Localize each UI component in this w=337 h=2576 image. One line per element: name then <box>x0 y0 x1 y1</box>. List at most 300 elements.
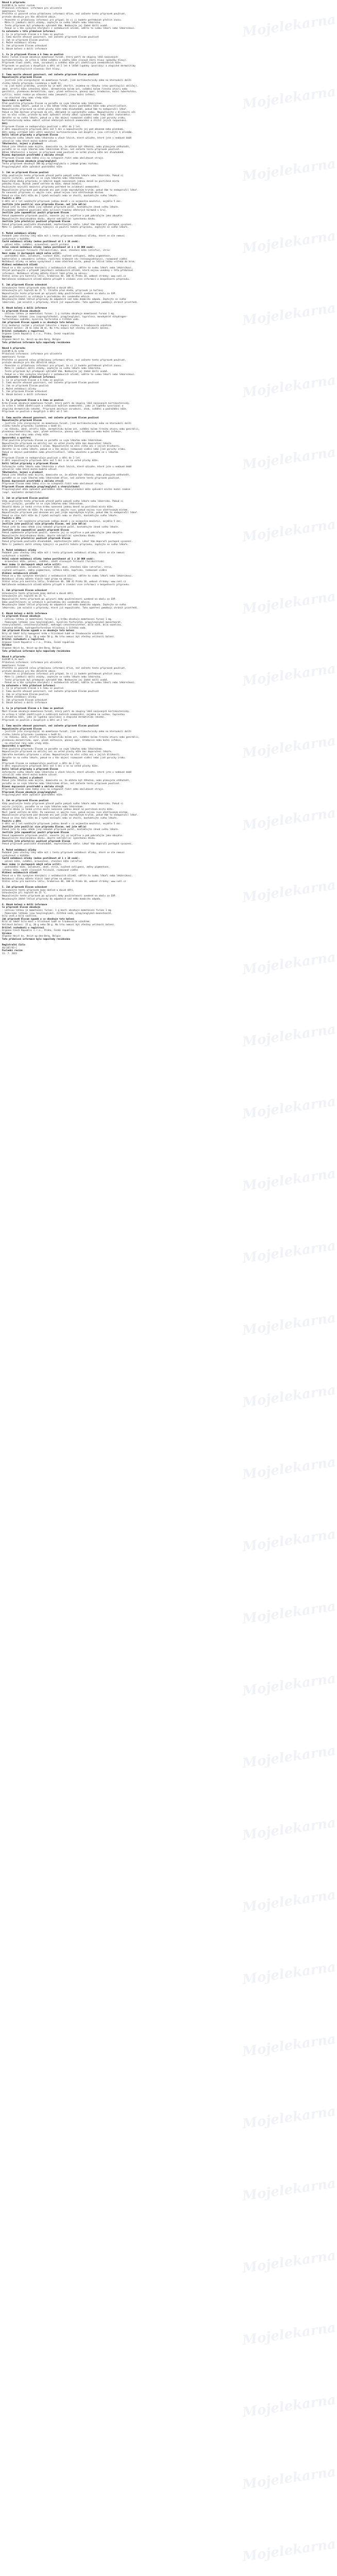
watermark-logo: Mojelekarna <box>241 300 337 329</box>
text-line: Obvyklá dávka je tenká vrstva krému nanesená jednou denně na postižená místa kůže. <box>2 505 114 509</box>
section-heading: Děti <box>2 759 8 762</box>
text-line: Doporučená dávka přípravku je několik kapek nanesených jednou denně na postižená místa <box>2 180 120 183</box>
watermark-logo: Mojelekarna <box>241 733 337 762</box>
text-line: - Tento přípravek byl předepsán výhradně Vám. Nedávejte jej žádné další osobě. <box>2 24 109 27</box>
section-heading: Jestliže jste zapomněl(a) použít přípravek Elocom <box>2 212 69 215</box>
section-heading: Jestliže jste zapomněl(a) použít přípravek Elocom <box>2 832 69 834</box>
watermark-logo: Mojelekarna <box>241 1527 337 1555</box>
text-line: Krém Elocom obsahuje mometason-furoát, který patří do skupiny léků nazývaných kortikosteroidy. <box>2 402 130 405</box>
text-line: Přečtěte si pozorně celou příbalovou informaci dříve, než začnete tento přípravek používat, <box>2 359 126 362</box>
text-line: akné, atrofii kůže (ztenčení kůže), dermatitidu kolem úst, svědění kolem řitního otvoru nebo <box>2 88 128 91</box>
text-line: Organon Czech Republic s.r.o., Praha, Česká republika <box>2 333 75 336</box>
text-line: genitálií, plenkovou dermatitidu, opar, plané neštovice, pásový opar, bradavice, kožní tuberkulózu, <box>2 91 137 94</box>
text-line: Vždy používejte tento přípravek přesně podle pokynů svého lékaře nebo lékárníka. Pokud si <box>2 500 124 503</box>
text-line: protože obsahuje pro Vás důležité údaje. <box>2 670 57 673</box>
section-heading: 3. Jak se přípravek Elocom používá <box>2 497 48 500</box>
text-line: Informujte svého lékaře nebo lékárníka o všech lécích, které užíváte, které jste v nedávné době <box>2 137 132 140</box>
watermark-logo: Mojelekarna <box>241 2464 337 2493</box>
section-heading: Řízení dopravních prostředků a obsluha strojů <box>2 785 63 788</box>
text-line: protože obsahuje pro Vás důležité údaje. <box>2 362 57 365</box>
text-line: Nepoužívejte přípravek pod obvazem ani pod jiným neprodyšným krytím, pokud Vám to nedoporučil lékař. <box>2 189 139 192</box>
text-line: Nepoužívejte tento přípravek po uplynutí doby použitelnosti uvedené na obalu za EXP. <box>2 598 117 601</box>
text-line: poraďte se se svým lékařem nebo lékárníkem dříve, než začnete tento přípravek používat. <box>2 148 121 151</box>
text-line: Nevyhazujte žádné léčivé přípravky do odpadních vod nebo domácího odpadu. Zeptejte se svého <box>2 604 126 607</box>
text-line: Velikost balení: 20 ml nebo 30 ml. Na trhu nemusí být všechny velikosti balení. <box>2 327 110 330</box>
text-line: - Pomocnými látkami jsou isopropylalkohol, propylenglykol, hyprolosa, monohydrát dihydrogen- <box>2 315 128 318</box>
watermark-logo: Mojelekarna <box>241 2248 337 2277</box>
text-line: Kortikosteroidy mohou změnit vzhled některých kožních onemocnění a ztížit jejich rozpoznání. <box>2 120 128 123</box>
text-line: - Ponechte si příbalovou informaci pro případ, že si ji budete potřebovat přečíst znovu. <box>2 19 122 22</box>
text-line: Pokud se u Vás vyskytne kterýkoli z nežádoucích účinků, sdělte to svému lékaři nebo lékárníkovi. <box>2 575 133 578</box>
watermark-logo: Mojelekarna <box>241 1238 337 1267</box>
text-line: 2. Čemu musíte věnovat pozornost, než začnete přípravek Elocom používat <box>2 36 99 39</box>
text-line: plenkovou dermatitidu, opar, plané neštovice, pásový opar, bradavice nebo kožní infekce, <box>2 739 122 742</box>
watermark-logo: Mojelekarna <box>241 228 337 257</box>
section-heading: Jak přípravek Elocom vypadá a co obsahuje toto balení <box>2 321 75 324</box>
text-line: Přípravek Elocom se nedoporučuje používat u dětí do 2 let. <box>2 125 81 128</box>
text-line: - Tento přípravek byl předepsán výhradně Vám. Nedávejte jej žádné další osobě. <box>2 370 109 373</box>
text-line: vyskytnout u každého. <box>2 555 31 557</box>
section-heading: Těhotenství, kojení a plodnost <box>2 776 43 779</box>
text-line: Nepoužívejte přípravek na velké plochy kůže nebo dlouhodobě, pokud Vám to nedoporučil lékař. <box>2 108 128 111</box>
text-line: 2. Čemu musíte věnovat pozornost, než začnete přípravek Elocom používat <box>2 690 99 693</box>
text-line: pokožky hlavy. Roztok jemně vetřete do kůže, dokud nezmizí. <box>2 183 82 186</box>
watermark-logo: Mojelekarna <box>241 2392 337 2421</box>
text-line: Pokud se Vám dostane přípravek do očí, důkladně je vypláchněte vodou. Nepoužívejte v blízkosti očí <box>2 111 136 114</box>
watermark-logo: Mojelekarna <box>241 877 337 906</box>
text-line: Organon Heist bv, Heist-op-den-Berg, Belgie <box>2 338 61 342</box>
text-line: Bílý až téměř bílý homogenní krém v hliníkové tubě se šroubovacím uzávěrem. <box>2 633 105 636</box>
text-line: Nežádoucí účinky můžete hlásit také přímo na adresu: <box>2 877 73 880</box>
section-heading: Držitel rozhodnutí o registraci <box>2 330 44 333</box>
text-line: Nežádoucí účinky můžete hlásit také přímo na adresu: <box>2 578 73 581</box>
text-line: Pokud přípravek používáte dlouhodobě, nepřestávejte náhle. Lékař Vám doporučí postupné vysazení. <box>2 223 133 226</box>
section-heading: Jestliže jste přestal(a) používat přípravek Elocom <box>2 221 71 224</box>
text-line: Pokud jste těhotná nebo kojíte, domníváte se, že můžete být těhotná, nebo plánujete otěhotnět, <box>2 145 130 148</box>
text-line: Nahlášením nežádoucích účinků můžete přispět k získání více informací o bezpečnosti přípravku. <box>2 583 130 586</box>
text-line: Stejně postupujte v případě jakýchkoli nežádoucích účinků, které nejsou uvedeny v této příbalové <box>2 269 133 273</box>
section-heading: Držitel rozhodnutí o registraci <box>2 638 44 641</box>
text-line: Pokud jste těhotná nebo kojíte, domníváte se, že můžete být těhotná, nebo plánujete otěhotnět, <box>2 474 130 477</box>
section-heading: Přípravek Elocom obsahuje propylenglykol a stearylalkohol <box>2 485 80 488</box>
section-heading: Upozornění a opatření <box>2 99 31 103</box>
text-line: Dlouhodobé nadměrné používání může ovlivnit hladiny některých hormonů v krvi. <box>2 209 107 212</box>
text-line: - na růžovku, akné, atrofii kůže, dermatitidu kolem úst, svědění kolem řitního otvoru nebo genitálií, <box>2 428 140 431</box>
text-line: Přípravek Elocom nemá žádný vliv na schopnost řídit nebo obsluhovat stroje. <box>2 788 105 791</box>
text-line: - na otevřené rány nebo vředy kůže. <box>2 434 50 437</box>
text-line: vyskytnout u každého. <box>2 238 31 241</box>
text-line: Vždy používejte tento přípravek přesně podle pokynů svého lékaře nebo lékárníka. Pokud si <box>2 803 124 806</box>
text-line: Po nanesení přípravku si umyjte ruce, pokud nejsou ruce ošetřovaným místem. <box>2 192 105 195</box>
text-line: bílý vosk a bílá vazelína. <box>2 915 38 918</box>
section-heading: Co naleznete v této příbalové informaci <box>2 684 56 687</box>
section-heading: 3. Jak se přípravek Elocom používá <box>2 800 48 803</box>
section-heading: Návod k přípravku <box>2 655 25 658</box>
text-line: - Pomocnými látkami jsou hexylenglykol, kyselina fosforečná, propylenglykol-monostearát, <box>2 621 122 624</box>
text-line: Organon Heist bv, Heist-op-den-Berg, Belgie <box>2 935 61 938</box>
text-line: fosforečnanu sodného, kyselina fosforečná a čištěná voda. <box>2 318 80 321</box>
text-line: Propylenglykol může způsobit podráždění kůže. <box>2 794 63 797</box>
text-line: ani na oční víčka, protože by mohl způsobit zelený zákal (glaukom) nebo šedý zákal (kataraktu). <box>2 114 132 117</box>
text-line: Propylenglykol může způsobit podráždění kůže. <box>2 165 63 168</box>
text-line: Kožní roztok Elocom obsahuje mometason-furoát, který patří do skupiny léků nazývaných <box>2 56 118 59</box>
section-heading: Těhotenství, kojení a plodnost <box>2 143 43 146</box>
text-line: U dětí nepoužívejte přípravek déle než 5 dní a ne na velké plochy kůže. <box>2 765 99 768</box>
text-line: - na otevřené rány nebo vředy kůže. <box>2 96 50 99</box>
section-heading: Návod k přípravku <box>2 347 25 350</box>
text-line: - podráždění kůže, zarudnutí, suchost kůže, zvýšené ochlupení, změny pigmentace, <box>2 255 111 258</box>
section-heading: Tato příbalová informace byla naposledy revidována <box>2 342 71 345</box>
text-line: mometasoni furoas <box>2 356 25 359</box>
section-heading: Není známo (z dostupných údajů nelze určit): <box>2 252 62 255</box>
text-line: Obraťte se na svého lékaře, pokud se u Vás objeví rozmazané vidění nebo jiné poruchy zraku. <box>2 448 126 451</box>
text-line: Tento přípravek obsahuje 300 mg propylenglykolu v jednom gramu roztoku. <box>2 163 99 166</box>
section-heading: Použití u dětí <box>2 820 22 823</box>
text-line: užíval(a) nebo které možná budete užívat. <box>2 774 58 777</box>
text-line: protože obsahuje pro Vás důležité údaje. <box>2 15 57 19</box>
text-line: Pokud se stav Vaší kůže do 2 týdnů nezlepší nebo se zhorší, kontaktujte svého lékaře. <box>2 817 118 820</box>
text-line: 2. Čemu musíte věnovat pozornost, než začnete přípravek Elocom používat <box>2 382 99 385</box>
text-line: - podráždění kůže, zarudnutí, akné, strie, zvýšené ochlupení, změny pigmentace, <box>2 866 110 869</box>
text-line: 4. Možné nežádoucí účinky <box>2 42 37 45</box>
text-line: Informujte svého lékaře nebo lékárníka o všech lécích, které užíváte, které jste v nedávné době <box>2 465 132 468</box>
watermark-logo: Mojelekarna <box>241 2031 337 2060</box>
watermark-logo: Mojelekarna <box>241 1166 337 1195</box>
section-heading: Hlášení nežádoucích účinků <box>2 572 38 575</box>
section-heading: Časté nežádoucí účinky (mohou postihnout až 1 z 10 osob): <box>2 241 80 244</box>
text-line: 1. Co je přípravek Elocom a k čemu se používá <box>2 379 63 382</box>
text-line: - Máte-li jakékoli další otázky, zeptejte se svého lékaře nebo lékárníka. <box>2 22 102 25</box>
text-line: informaci. Nežádoucí účinky můžete hlásit také přímo na adresu: <box>2 272 88 275</box>
section-heading: Přípravek Elocom obsahuje propylenglykol <box>2 160 57 163</box>
section-heading: Jestliže jste použil(a) více přípravku Elocom, než jste měl(a) <box>2 825 87 828</box>
text-line: Velikost balení: 15 g, 30 g nebo 50 g. Na trhu nemusí být všechny velikosti balení. <box>2 635 115 638</box>
section-heading: Použití u dětí <box>2 197 22 200</box>
text-line: - podráždění kůže, zarudnutí, suchost kůže, akné, ztenčení kůže (atrofie), strie, <box>2 566 113 569</box>
text-line: 4. Možné nežádoucí účinky <box>2 387 37 391</box>
text-line: - Ponechte si příbalovou informaci pro případ, že si ji budete potřebovat přečíst znovu. <box>2 673 122 676</box>
section-heading: Co přípravek Elocom obsahuje <box>2 615 41 618</box>
text-line: Mast Elocom obsahuje mometason-furoát, který patří do skupiny léků nazývaných kortikosteroidy. <box>2 710 130 714</box>
text-line: Pokud se objeví podráždění nebo přecitlivělost, léčbu ukončete a poraďte se s lékařem. <box>2 451 120 454</box>
text-line: Přípravek Elocom se nedoporučuje používat u dětí do 2 let. <box>2 762 81 765</box>
text-line: - pálení kůže, svědění, mravenčení, ztenčení kůže (atrofie) <box>2 860 82 863</box>
text-line: Státní ústav pro kontrolu léčiv, Šrobárova 48, 100 41 Praha 10, webové stránky: www.sukl.cz <box>2 275 126 278</box>
text-line: - na otevřené rány nebo vředy kůže. <box>2 742 50 745</box>
watermark-logo: Mojelekarna <box>241 950 337 978</box>
text-line: složku tohoto přípravku (uvedenou v bodě 6), <box>2 82 62 85</box>
text-line: - Léčivou látkou je mometasoni furoas. 1 g masti obsahuje mometasoni furoas 1 mg. <box>2 909 113 912</box>
text-line: nejste jistý(á), poraďte se se svým lékařem nebo lékárníkem. <box>2 177 84 180</box>
text-line: Nevyhazujte žádné léčivé přípravky do odpadních vod nebo domácího odpadu. Zeptejte se svého <box>2 298 126 301</box>
text-line: Pokud zapomenete přípravek použít, naneste jej co nejdříve a pak pokračujte jako obvykle. <box>2 834 124 837</box>
text-line: Používejte nejnižší množství přípravku potřebné ke zvládnutí onemocnění. <box>2 186 100 189</box>
section-heading: 1. Co je přípravek Elocom a k čemu se používá <box>2 399 63 402</box>
section-heading: 6. Obsah balení a další informace <box>2 307 47 310</box>
text-line: Pokud jste Vy nebo někdo jiný náhodně přípravek polkl, kontaktujte ihned svého lékaře. <box>2 526 120 529</box>
section-heading: 5. Jak přípravek Elocom uchovávat <box>2 284 47 287</box>
section-heading: Co přípravek Elocom obsahuje <box>2 310 41 313</box>
section-heading: Děti <box>2 454 8 457</box>
text-line: Pokud přípravek používáte dlouhodobě, nepřestávejte náhle. Lékař Vám doporučí postupné vysazení. <box>2 843 133 846</box>
text-line: Zabraňte kontaktu přípravku s očima. Nepoužívejte na oční víčka ani v jejich blízkosti. <box>2 753 121 756</box>
text-line: Zabraňte kontaktu přípravku s očima. Nepoužívejte na oční víčka ani v jejich blízkosti. <box>2 445 121 448</box>
text-line: Nepoužívejte dvojnásobnou dávku, abyste nahradil(a) vynechanou dávku. <box>2 217 96 221</box>
text-line: Pokud jste Vy nebo někdo jiný náhodně přípravek polkl, kontaktujte ihned svého lékaře. <box>2 828 120 832</box>
text-line: - Léčivou látkou je mometasoni furoas. 1 g krému obsahuje mometasoni furoas 1 mg. <box>2 618 113 621</box>
text-line: - Pokud se u Vás vyskytne kterýkoli z nežádoucích účinků, sdělte to svému lékaři nebo lékárníkovi. <box>2 27 136 30</box>
text-line: Nežádoucí účinky se mohou vyskytnout i mimo ošetřené místo, pokud se léčivá látka vstřebá do krve. <box>2 261 136 264</box>
text-line: Uchovávejte tento přípravek mimo dohled a dosah dětí. <box>2 889 75 892</box>
text-line: Je určen k léčbě zánětlivých a svědivých kožních onemocnění, jako je lupénka (psoriáza) a <box>2 405 124 408</box>
text-line: Přípravek se používá u dospělých a dětí od 2 let k léčbě lupénky (psoriázy) a atopické dermatitidy <box>2 65 136 68</box>
section-heading: Velmi vzácné nežádoucí účinky (mohou postihnout až 1 z 10 000 osob): <box>2 246 95 249</box>
text-line: Uchovávejte tento přípravek mimo dohled a dosah dětí. <box>2 286 75 290</box>
text-line: Pokud zapomenete přípravek použít, naneste jej co nejdříve a pak pokračujte jako obvykle. <box>2 214 124 217</box>
text-line: užíval(a) nebo které možná budete užívat. <box>2 468 58 471</box>
text-line: 5. Jak přípravek Elocom uchovávat <box>2 699 47 702</box>
section-heading: Nepoužívejte přípravek Elocom <box>2 727 42 731</box>
text-line: složku tohoto přípravku (uvedenou v bodě 6), <box>2 733 62 736</box>
text-line: - Ponechte si příbalovou informaci pro případ, že si ji budete potřebovat přečíst znovu. <box>2 364 122 367</box>
watermark-logo: Mojelekarna <box>241 1671 337 1700</box>
text-line: lékárníka, jak naložit s přípravky, které již nepoužíváte. Tato opatření pomáhají chránit prostředí. <box>2 301 139 304</box>
text-line: (např. kontaktní dermatitidu). <box>2 491 43 494</box>
text-line: užíval(a) nebo které možná budete užívat. <box>2 140 58 143</box>
section-heading: Hlášení nežádoucích účinků <box>2 872 38 875</box>
text-line: Mast jemně vetřete do kůže. Po nanesení si umyjte ruce, pokud nejsou ruce ošetřovaným místem. <box>2 811 129 814</box>
text-line: - Léčivou látkou je mometasoni furoas. 1 g roztoku obsahuje mometasoni furoas 1 mg. <box>2 313 115 316</box>
section-heading: 4. Možné nežádoucí účinky <box>2 232 37 235</box>
section-heading: Co naleznete v této příbalové informaci <box>2 376 56 379</box>
watermark-logo: Mojelekarna <box>241 12 337 41</box>
watermark-logo: Mojelekarna <box>241 372 337 401</box>
section-heading: 4. Možné nežádoucí účinky <box>2 849 37 852</box>
text-line: lékárníka, jak naložit s přípravky, které již nepoužíváte. Tato opatření pomáhají chránit prostředí. <box>2 606 139 609</box>
text-line: Organon Czech Republic s.r.o., Praha, Česká republika <box>2 929 75 933</box>
text-line: Přípravek Elocom se nedoporučuje používat u dětí do 2 let. <box>2 456 81 460</box>
text-line: Příbalová informace: informace pro uživatele <box>2 661 62 664</box>
section-heading: 5. Jak přípravek Elocom uchovávat <box>2 886 47 889</box>
text-line: Uchovávejte při teplotě do 25 °C. <box>2 595 47 598</box>
section-heading: Použití u dětí <box>2 517 22 520</box>
section-heading: Výrobce <box>2 335 12 338</box>
watermark-logo: Mojelekarna <box>241 2536 337 2565</box>
section-heading: Nepoužívejte přípravek Elocom <box>2 76 42 79</box>
watermark-logo: Mojelekarna <box>241 84 337 113</box>
watermark-logo: Mojelekarna <box>241 156 337 185</box>
text-line: - jestliže jste alergický(á) na mometason-furoát, jiné kortikosteroidy nebo na kteroukoli další <box>2 422 132 425</box>
text-line: - Pokud se u Vás vyskytne kterýkoli z nežádoucích účinků, sdělte to svému lékaři nebo lékárníkovi. <box>2 373 136 376</box>
text-line: složku tohoto přípravku (uvedenou v bodě 6), <box>2 425 62 428</box>
text-line: Nevyhazujte žádné léčivé přípravky do odpadních vod nebo domácího odpadu. <box>2 897 102 901</box>
section-heading: Nepoužívejte přípravek Elocom <box>2 419 42 422</box>
section-heading: Další léčivé přípravky a přípravek Elocom <box>2 768 58 771</box>
text-line: titanová běloba, hydrogenfosforečnan hliníkový a čištěná voda. <box>2 626 87 630</box>
text-line: Pokud jste Vy nebo někdo jiný náhodně přípravek polkl, kontaktujte ihned svého lékaře. <box>2 206 120 209</box>
section-heading: Velmi vzácné nežádoucí účinky (mohou postihnout až 1 z 10 000 osob): <box>2 557 95 561</box>
text-line: - jestliže jste alergický(á) na mometason-furoát, jiné kortikosteroidy nebo na kteroukoli další <box>2 79 132 82</box>
text-line: Obraťte se na svého lékaře, pokud se u Vás objeví rozmazané vidění nebo jiné poruchy zraku. <box>2 756 126 759</box>
text-line: Před použitím přípravku Elocom se poraďte se svým lékařem nebo lékárníkem. <box>2 439 103 443</box>
text-line: Pokud se stav Vaší kůže do 2 týdnů nezlepší nebo se zhorší, kontaktujte svého lékaře. <box>2 514 118 517</box>
section-heading: 2. Čemu musíte věnovat pozornost, než začnete přípravek Elocom používat <box>2 73 99 76</box>
text-line: Děti mohou vstřebat kůží větší množství kortikosteroidu než dospělí a jsou citlivější k účinkům. <box>2 131 133 134</box>
text-line: Nepoužívejte dvojnásobnou dávku, abyste nahradil(a) vynechanou dávku. <box>2 837 96 840</box>
section-heading: Řízení dopravních prostředků a obsluha strojů <box>2 480 63 483</box>
text-line: infekce kůže, zánět vlasových folikulů, rozmazané vidění <box>2 869 79 872</box>
section-heading: Upozornění a opatření <box>2 745 31 748</box>
section-heading: 6. Obsah balení a další informace <box>2 612 47 615</box>
text-line: 6. Obsah balení a další informace <box>2 393 47 396</box>
text-line: Nepoužívejte tento přípravek po uplynutí doby použitelnosti uvedené na obalu za EXP. <box>2 895 117 898</box>
text-line: Před použitím přípravku Elocom se poraďte se svým lékařem nebo lékárníkem. <box>2 102 103 105</box>
text-line: Uchovávejte při teplotě do 25 °C. Chraňte před ohněm, přípravek je hořlavý. <box>2 290 105 293</box>
watermark-logo: Mojelekarna <box>241 1743 337 1772</box>
section-heading: Hlášení nežádoucích účinků <box>2 264 38 267</box>
text-line: Před použitím přípravku Elocom se poraďte se svým lékařem nebo lékárníkem. <box>2 748 103 751</box>
section-heading: Poslední revize <box>2 950 23 953</box>
section-heading: Časté nežádoucí účinky (mohou postihnout až 1 z 10 osob): <box>2 857 80 860</box>
text-line: Podobně jako všechny léky může mít i tento přípravek nežádoucí účinky, které se ale nemusí <box>2 235 125 238</box>
text-line: - na růžovku, akné, atrofii kůže, dermatitidu kolem úst, svědění kolem řitního otvoru nebo genitálií, <box>2 736 140 739</box>
text-line: Přípravek Elocom nemá žádný vliv na schopnost řídit nebo obsluhovat stroje. <box>2 483 105 486</box>
text-line: Propylenglykol může způsobit podráždění kůže. Stearylalkohol může způsobit místní kožní reakce <box>2 488 130 492</box>
text-line: 3. Jak se přípravek Elocom používá <box>2 384 48 387</box>
watermark-logo: Mojelekarna <box>241 661 337 690</box>
text-line: Bílá až téměř bílá mast v hliníkové tubě se šroubovacím uzávěrem. <box>2 921 91 924</box>
text-line: Obraťte se na svého lékaře, pokud se u Vás objeví rozmazané vidění nebo jiné poruchy zraku. <box>2 116 126 120</box>
text-line: - mravenčení kůže, pálení, svědění, zánět vlasových folikulů (folikulitida) <box>2 561 105 564</box>
text-line: ELOCOM 0,1% krém <box>2 350 24 353</box>
text-line: Nepoužívejte tento přípravek po uplynutí doby použitelnosti uvedené na obalu za EXP. <box>2 292 117 295</box>
text-line: poraďte se se svým lékařem nebo lékárníkem dříve, než začnete tento přípravek používat. <box>2 782 121 785</box>
text-line: Pokud se u Vás vyskytne kterýkoli z nežádoucích účinků, sdělte to svému lékaři nebo lékárníkovi. <box>2 266 133 269</box>
text-line: Přípravek se používá u dospělých a dětí od 2 let. <box>2 411 69 414</box>
text-line: nejste jistý(á), poraďte se se svým lékařem nebo lékárníkem. <box>2 503 84 506</box>
section-heading: Tato příbalová informace byla naposledy revidována <box>2 650 71 653</box>
text-line: 5. Jak přípravek Elocom uchovávat <box>2 44 47 47</box>
section-heading: Další léčivé přípravky a přípravek Elocom <box>2 463 58 465</box>
text-line: plenkovou dermatitidu, opar, plané neštovice, pásový opar, bradavice nebo kožní infekce, <box>2 431 122 434</box>
text-line: ELOCOM 0,1% kožní roztok <box>2 4 35 7</box>
text-line: U dětí nepoužívejte přípravek déle než 5 dní a ne na velké plochy kůže. <box>2 460 99 463</box>
section-heading: Jestliže jste přestal(a) používat přípravek Elocom <box>2 537 71 540</box>
text-line: stearylalkohol, cetostearylalkohol, makrogol-cetostearylether, bílá vosk, bílá vazelína, <box>2 624 122 627</box>
text-line: Pokud se stav Vaší kůže do 2 týdnů nezlepší nebo se zhorší, kontaktujte svého lékaře. <box>2 194 118 197</box>
text-line: Státní ústav pro kontrolu léčiv, Šrobárova 48, 100 41 Praha 10, webové stránky: www.sukl.cz <box>2 880 126 884</box>
text-line: - zánět vlasových folikulů (folikulitida), akné, ztenčení kůže (atrofie), strie <box>2 249 110 252</box>
section-heading: Není známo (z dostupných údajů nelze určit): <box>2 863 62 866</box>
watermark-logo: Mojelekarna <box>241 2176 337 2205</box>
text-line: 1. Co je přípravek Elocom a k čemu se používá <box>2 687 63 690</box>
section-heading: 6. Obsah balení a další informace <box>2 903 47 906</box>
watermark-logo: Mojelekarna <box>241 2104 337 2132</box>
text-line: 3. Jak se přípravek Elocom používá <box>2 39 48 42</box>
text-line: - Máte-li jakékoli další otázky, zeptejte se svého lékaře nebo lékárníka. <box>2 675 102 679</box>
text-line: Čirý bezbarvý roztok v plastové lahvičce s kapací vložkou a šroubovacím uzávěrem. <box>2 324 113 327</box>
text-line: atopická dermatitida (ekzém). Přípravek zmírňuje zarudnutí, otok, svědění a podráždění kůže. <box>2 408 128 411</box>
text-line: 4. Možné nežádoucí účinky <box>2 696 37 699</box>
text-line: syfilis, kožní reakce po očkování nebo jakoukoli jinou kožní infekci, <box>2 94 96 96</box>
text-line: U dětí od 2 let nanášejte přípravek jednou denně v co nejmenším množství, nejdéle 5 dní. <box>2 520 122 523</box>
text-line: kortikosteroidy. Je určen k léčbě svědění a zánětu kůže vlasové části hlavy (pokožky hlavy). <box>2 59 128 62</box>
section-heading: Jestliže jste použil(a) více přípravku Elocom, než jste měl(a) <box>2 523 87 526</box>
section-heading: 1. Co je přípravek Elocom a k čemu se používá <box>2 53 63 56</box>
section-heading: Výrobce <box>2 644 12 647</box>
text-line: Podobně jako všechny léky může mít i tento přípravek nežádoucí účinky, které se ale nemusí <box>2 552 125 555</box>
section-heading: Co přípravek Elocom obsahuje <box>2 906 41 909</box>
section-heading: Výrobce <box>2 932 12 935</box>
watermark-logo: Mojelekarna <box>241 1094 337 1123</box>
section-heading: Těhotenství, kojení a plodnost <box>2 471 43 474</box>
text-line: Doba použitelnosti se vztahuje k poslednímu dni uvedeného měsíce. <box>2 295 91 298</box>
text-line: - Máte-li jakékoli další otázky, zeptejte se svého lékaře nebo lékárníka. <box>2 367 102 370</box>
text-line: vyskytnout u každého. <box>2 854 31 857</box>
text-line: Obvyklá dávka je tenká vrstva masti nanesená jednou denně na postižená místa kůže. <box>2 808 114 811</box>
section-heading: Upozornění a opatření <box>2 436 31 439</box>
watermark-logo: Mojelekarna <box>241 2320 337 2349</box>
text-line: U dětí od 2 let nanášejte přípravek jednou denně v co nejmenším množství, nejdéle 5 dní. <box>2 823 122 826</box>
text-line: a zhrubělou kůži, jako je lupénka (psoriáza) a atopická dermatitida (ekzém). <box>2 716 106 719</box>
text-line: Nahlášením nežádoucích účinků můžete přispět k získání více informací o bezpečnosti přípravku. <box>2 278 130 281</box>
section-heading: Jestliže jste zapomněl(a) použít přípravek Elocom <box>2 529 69 532</box>
text-line: 6. Obsah balení a další informace <box>2 47 47 50</box>
text-line: Přípravek Elocom nemá žádný vliv na schopnost řídit nebo obsluhovat stroje. <box>2 157 105 160</box>
section-heading: Přípravek Elocom obsahuje propylenglykol <box>2 791 57 794</box>
watermark-logo: Mojelekarna <box>241 589 337 618</box>
watermark-logo: Mojelekarna <box>241 1454 337 1483</box>
text-line: Nepoužívejte přípravek pod obvazem ani pod jiným neprodyšným krytím, pokud Vám to nedoporučil lékař. <box>2 512 139 515</box>
text-line: Je určena k léčbě zánětlivých a svědivých kožních onemocnění, zejména na suchou, šupinatou <box>2 713 125 716</box>
section-heading: 2. Čemu musíte věnovat pozornost, než začnete přípravek Elocom používat <box>2 416 99 419</box>
text-line: Příbalová informace: informace pro uživatele <box>2 7 62 10</box>
text-line: mometasoni furoas <box>2 10 25 13</box>
text-line: Doba použitelnosti se vztahuje k poslednímu dni uvedeného měsíce. <box>2 601 91 604</box>
section-heading: Jestliže jste použil(a) více přípravku Elocom, než jste měl(a) <box>2 203 87 206</box>
text-line: Pokud přípravek používáte dlouhodobě, nepřestávejte náhle. Lékař Vám doporučí postupné vysazení. <box>2 540 133 544</box>
watermark-logo: Mojelekarna <box>241 1815 337 1844</box>
watermark-logo: Mojelekarna <box>241 1959 337 1988</box>
text-line: Máte-li jakékoli další otázky týkající se použití tohoto přípravku, zeptejte se svého lékaře. <box>2 543 129 546</box>
text-line: Příbalová informace: informace pro uživatele <box>2 353 62 356</box>
section-heading: Tato příbalová informace byla naposledy revidována <box>2 938 71 941</box>
text-line: zvýšené ochlupení, změny pigmentace, infekce kůže, kopřivka, rozmazané vidění <box>2 569 107 572</box>
text-line: Vždy používejte tento přípravek přesně podle pokynů svého lékaře nebo lékárníka. Pokud si <box>2 174 124 177</box>
text-line: poraďte se se svým lékařem nebo lékárníkem dříve, než začnete tento přípravek používat. <box>2 477 121 480</box>
text-line: Nepoužívejte přípravek na obličej ani na velké plochy kůže bez doporučení lékaře. <box>2 442 113 445</box>
text-line: mometasoni furoas <box>2 664 25 667</box>
text-line: Organon Czech Republic s.r.o., Praha, Česká republika <box>2 641 75 644</box>
section-heading: Co naleznete v této příbalové informaci <box>2 30 56 33</box>
section-heading: Není známo (z dostupných údajů nelze určit): <box>2 563 62 566</box>
section-heading: Jestliže jste přestal(a) používat přípravek Elocom <box>2 840 71 843</box>
watermark-logo: Mojelekarna <box>241 1310 337 1339</box>
section-heading: Řízení dopravních prostředků a obsluha strojů <box>2 154 63 157</box>
text-line: - jestliže jste alergický(á) na mometason-furoát, jiné kortikosteroidy nebo na kteroukoli další <box>2 731 132 734</box>
text-line: 3. Jak se přípravek Elocom používá <box>2 693 48 696</box>
text-line: - Pomocnými látkami jsou hexylenglykol, čištěná voda, propylenglykol-monostearát, <box>2 912 113 915</box>
section-heading: 2. Čemu musíte věnovat pozornost, než začnete přípravek Elocom používat <box>2 725 99 728</box>
section-heading: Jak přípravek Elocom vypadá a co obsahuje toto balení <box>2 630 75 633</box>
text-line: - Tento přípravek byl předepsán výhradně Vám. Nedávejte jej žádné další osobě. <box>2 679 109 682</box>
text-line: U dětí nepoužívejte přípravek déle než 5 dní a nepoužívejte jej pod obvazem nebo plenkami. <box>2 128 125 131</box>
text-line: Uchovávejte při teplotě do 25 °C. <box>2 892 47 895</box>
watermark-logo: Mojelekarna <box>241 1887 337 1916</box>
text-line: - pálení kůže, svědění, mravenčení, pocit píchání <box>2 243 69 246</box>
watermark-logo: Mojelekarna <box>241 805 337 834</box>
text-line: Máte-li jakékoli další otázky týkající se použití tohoto přípravku, zeptejte se svého lékaře. <box>2 226 129 229</box>
